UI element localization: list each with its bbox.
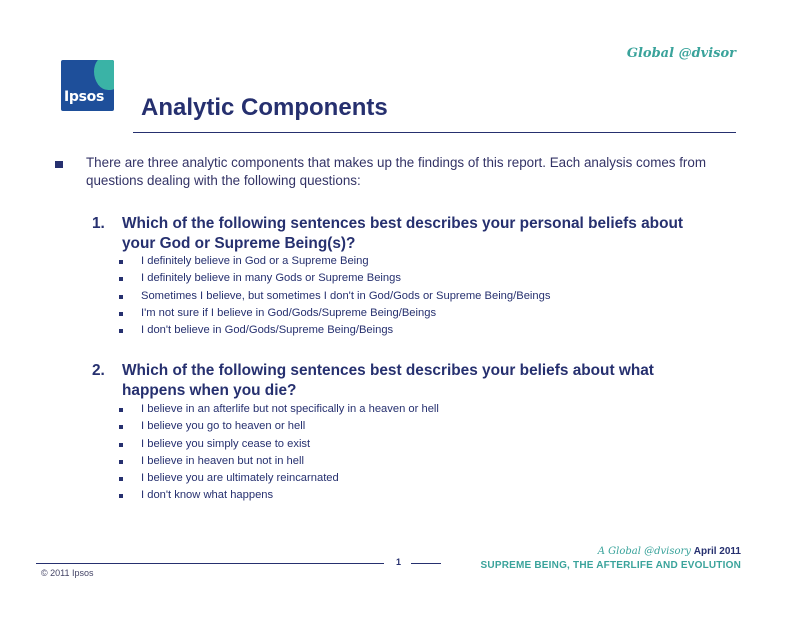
logo-text: Ipsos: [64, 89, 105, 105]
list-item: [116, 253, 550, 270]
report-brand-line: [598, 546, 741, 557]
list-item: [116, 487, 439, 504]
footer-divider-right: [411, 563, 441, 564]
bullet-icon: [119, 425, 123, 429]
report-title: SUPREME BEING, THE AFTERLIFE AND EVOLUTION: [480, 560, 741, 571]
list-item: [116, 322, 550, 339]
square-bullet-icon: [55, 161, 63, 168]
footer-divider-left: [36, 563, 384, 564]
copyright: © 2011 Ipsos: [41, 568, 94, 578]
option-text: I believe you go to heaven or hell: [141, 420, 306, 433]
question-text: Which of the following sentences best describes your personal beliefs about your God or Supreme Being(s)?: [122, 215, 684, 252]
bullet-icon: [119, 460, 123, 464]
question-1-heading: [92, 214, 712, 254]
ipsos-logo: [61, 60, 114, 111]
option-text: Sometimes I believe, but sometimes I don't in God/Gods or Supreme Being/Beings: [141, 289, 551, 302]
list-item: [116, 288, 550, 305]
list-item: [116, 305, 550, 322]
list-item: [116, 270, 550, 287]
list-item: [116, 470, 439, 487]
page-title: Analytic Components: [141, 94, 388, 121]
bullet-icon: [119, 295, 123, 299]
list-item: [116, 418, 439, 435]
question-2-heading: [92, 361, 712, 401]
brand-tag: Global @dvisor: [626, 46, 736, 61]
bullet-icon: [119, 494, 123, 498]
intro-paragraph: There are three analytic components that makes up the findings of this report. Each analysis comes from questions dealing with the following questions:: [86, 155, 706, 188]
bullet-icon: [119, 477, 123, 481]
list-item: [116, 436, 439, 453]
option-text: I believe in heaven but not in hell: [141, 454, 304, 467]
option-text: I'm not sure if I believe in God/Gods/Supreme Being/Beings: [141, 306, 437, 319]
title-divider: [133, 132, 736, 133]
report-brand: A Global @dvisory: [597, 546, 691, 557]
report-date: April 2011: [693, 546, 741, 557]
bullet-icon: [119, 443, 123, 447]
list-item: [116, 401, 439, 418]
question-1-options: [116, 253, 550, 339]
bullet-icon: [119, 277, 123, 281]
option-text: I don't know what happens: [141, 489, 274, 502]
logo-swoosh-icon: [94, 60, 114, 90]
question-2-options: [116, 401, 439, 505]
bullet-icon: [119, 260, 123, 264]
bullet-icon: [119, 408, 123, 412]
option-text: I believe you simply cease to exist: [141, 437, 311, 450]
page-number: 1: [396, 557, 402, 567]
option-text: I believe in an afterlife but not specifically in a heaven or hell: [141, 403, 439, 415]
bullet-icon: [119, 312, 123, 316]
question-number: 1.: [92, 215, 105, 232]
option-text: I definitely believe in God or a Supreme Being: [141, 255, 369, 267]
option-text: I definitely believe in many Gods or Supreme Beings: [141, 272, 401, 285]
question-number: 2.: [92, 362, 105, 379]
option-text: I believe you are ultimately reincarnated: [141, 472, 339, 485]
bullet-icon: [119, 329, 123, 333]
question-text: Which of the following sentences best describes your beliefs about what happens when you die?: [122, 362, 654, 399]
list-item: [116, 453, 439, 470]
option-text: I don't believe in God/Gods/Supreme Being/Beings: [141, 324, 394, 337]
